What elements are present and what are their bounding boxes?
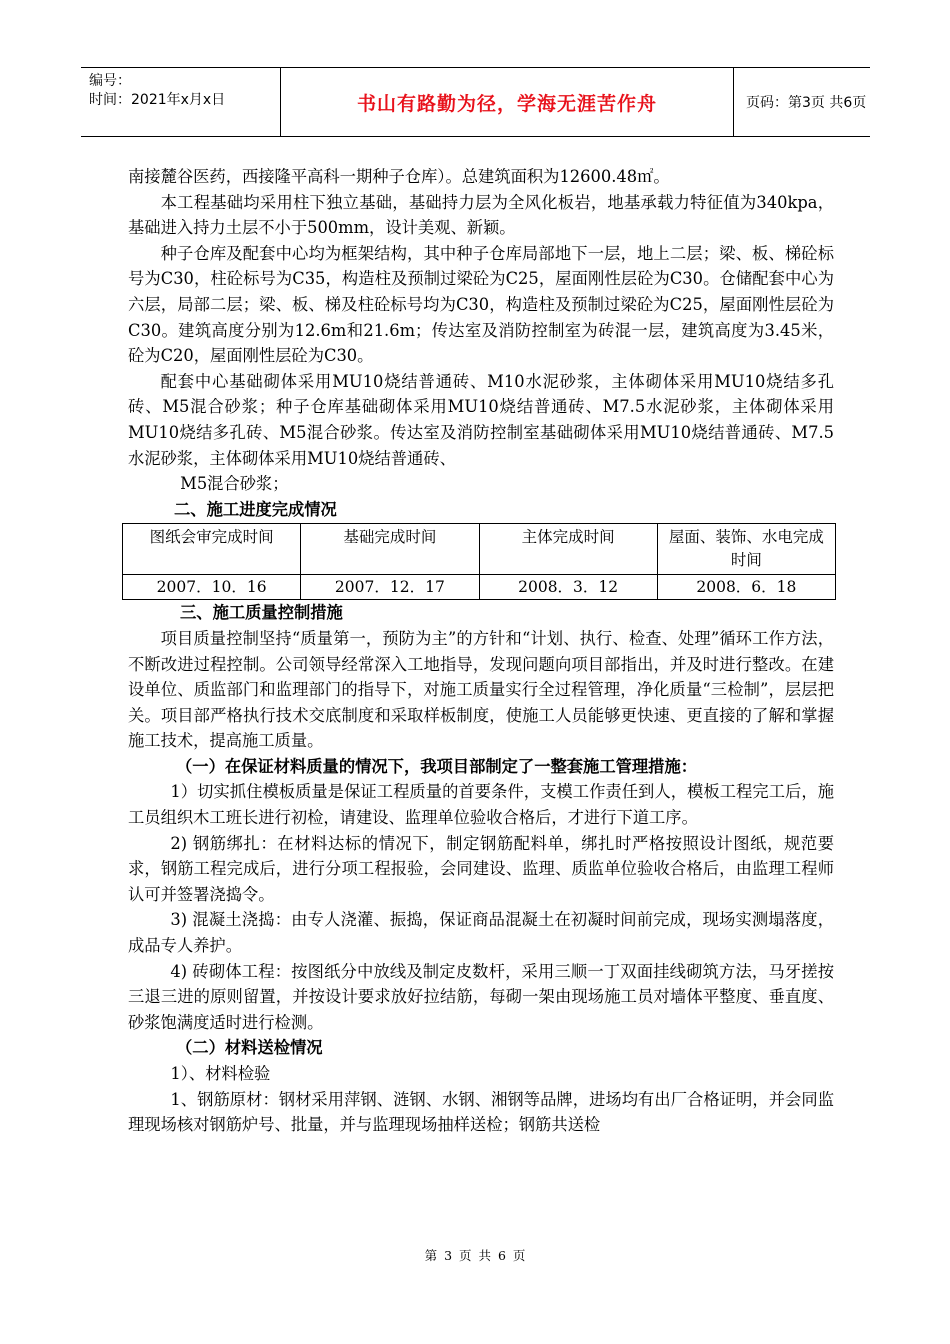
header-meta — [81, 68, 280, 136]
paragraph-foundation: 本工程基础均采用柱下独立基础，基础持力层为全风化板岩，地基承载力特征值为340kpa，基础进入持力土层不小于500mm，设计美观、新颖。 — [128, 192, 834, 238]
document-date-label: 时间：2021年x月x日 — [89, 92, 226, 108]
document-number-label: 编号： — [89, 73, 131, 89]
paragraph-masonry: 配套中心基础砌体采用MU10烧结普通砖、M10水泥砂浆，主体砌体采用MU10烧结多孔砖、M5混合砂浆；种子仓库基础砌体采用MU10烧结普通砖、M7.5水泥砂浆，主体砌体采用MU10烧结多孔砖、M5混合砂浆。传达室及消防控制室基础砌体采用MU10烧结普通砖、M7.5水泥砂浆，主体砌体采用MU10烧结普通砖、 — [128, 371, 834, 468]
table-header-cell: 主体完成时间 — [479, 524, 657, 575]
header-motto: 书山有路勤为径，学海无涯苦作舟 — [356, 92, 657, 115]
table-cell: 2008．3．12 — [479, 575, 657, 600]
list-item: 3) 混凝土浇捣：由专人浇灌、振捣，保证商品混凝土在初凝时间前完成，现场实测塌落度，成品专人养护。 — [128, 910, 834, 956]
table-header-cell: 基础完成时间 — [301, 524, 479, 575]
section-heading-progress: 二、施工进度完成情况 — [174, 499, 337, 519]
table-cell: 2008．6．18 — [657, 575, 835, 600]
subsection-heading-inspection: （二）材料送检情况 — [176, 1038, 323, 1058]
paragraph-location: 南接麓谷医药，西接隆平高科一期种子仓库）。总建筑面积为12600.48㎡。 — [128, 167, 670, 186]
list-item: 2) 钢筋绑扎：在材料达标的情况下，制定钢筋配料单，绑扎时严格按照设计图纸，规范要求，钢筋工程完成后，进行分项工程报验，会同建设、监理、质监单位验收合格后，由监理工程师认可并签署浇捣令。 — [128, 833, 834, 904]
progress-table-header-row — [123, 524, 836, 575]
progress-table — [122, 523, 836, 600]
header-page-number: 页码：第3页 共6页 — [746, 95, 867, 111]
subsection-heading-measures: （一）在保证材料质量的情况下，我项目部制定了一整套施工管理措施： — [176, 756, 698, 776]
table-cell: 2007．12．17 — [301, 575, 479, 600]
page-header — [81, 67, 870, 137]
header-motto-cell — [280, 68, 734, 136]
list-item: 1）、材料检验 — [170, 1064, 271, 1083]
paragraph-mortar: M5混合砂浆； — [180, 474, 289, 494]
paragraph-structure: 种子仓库及配套中心均为框架结构，其中种子仓库局部地下一层，地上二层；梁、板、梯砼标号为C30，柱砼标号为C35，构造柱及预制过梁砼为C25，屋面刚性层砼为C30。仓储配套中心为六层，局部二层；梁、板、梯及柱砼标号均为C30，构造柱及预制过梁砼为C25，屋面刚性层砼为C30。建筑高度分别为12.6m和21.6m；传达室及消防控制室为砖混一层，建筑高度为3.45米，砼为C20，屋面刚性层砼为C30。 — [128, 243, 834, 366]
list-item: 4) 砖砌体工程：按图纸分中放线及制定皮数杆，采用三顺一丁双面挂线砌筑方法，马牙搓按三退三进的原则留置，并按设计要求放好拉结筋，每砌一架由现场施工员对墙体平整度、垂直度、砂浆饱满度适时进行检测。 — [128, 961, 834, 1032]
paragraph-rebar: 1、钢筋原材：钢材采用萍钢、涟钢、水钢、湘钢等品牌，进场均有出厂合格证明，并会同监理现场核对钢筋炉号、批量，并与监理现场抽样送检；钢筋共送检 — [128, 1089, 834, 1135]
section-heading-quality: 三、施工质量控制措施 — [180, 603, 343, 623]
table-cell: 2007．10．16 — [123, 575, 301, 600]
page-footer: 第 3 页 共 6 页 — [424, 1248, 526, 1263]
progress-table-value-row — [123, 575, 836, 600]
document-body — [128, 164, 834, 1138]
list-item: 1）切实抓住模板质量是保证工程质量的首要条件，支模工作责任到人，模板工程完工后，施工员组织木工班长进行初检，请建设、监理单位验收合格后，才进行下道工序。 — [128, 782, 834, 828]
table-header-cell: 图纸会审完成时间 — [123, 524, 301, 575]
table-header-cell: 屋面、装饰、水电完成时间 — [657, 524, 835, 575]
paragraph-quality-intro: 项目质量控制坚持“质量第一，预防为主”的方针和“计划、执行、检查、处理”循环工作方法，不断改进过程控制。公司领导经常深入工地指导，发现问题向项目部指出，并及时进行整改。在建设单位、质监部门和监理部门的指导下，对施工质量实行全过程管理，净化质量“三检制”，层层把关。项目部严格执行技术交底制度和采取样板制度，使施工人员能够更快速、更直接的了解和掌握施工技术，提高施工质量。 — [128, 628, 834, 751]
